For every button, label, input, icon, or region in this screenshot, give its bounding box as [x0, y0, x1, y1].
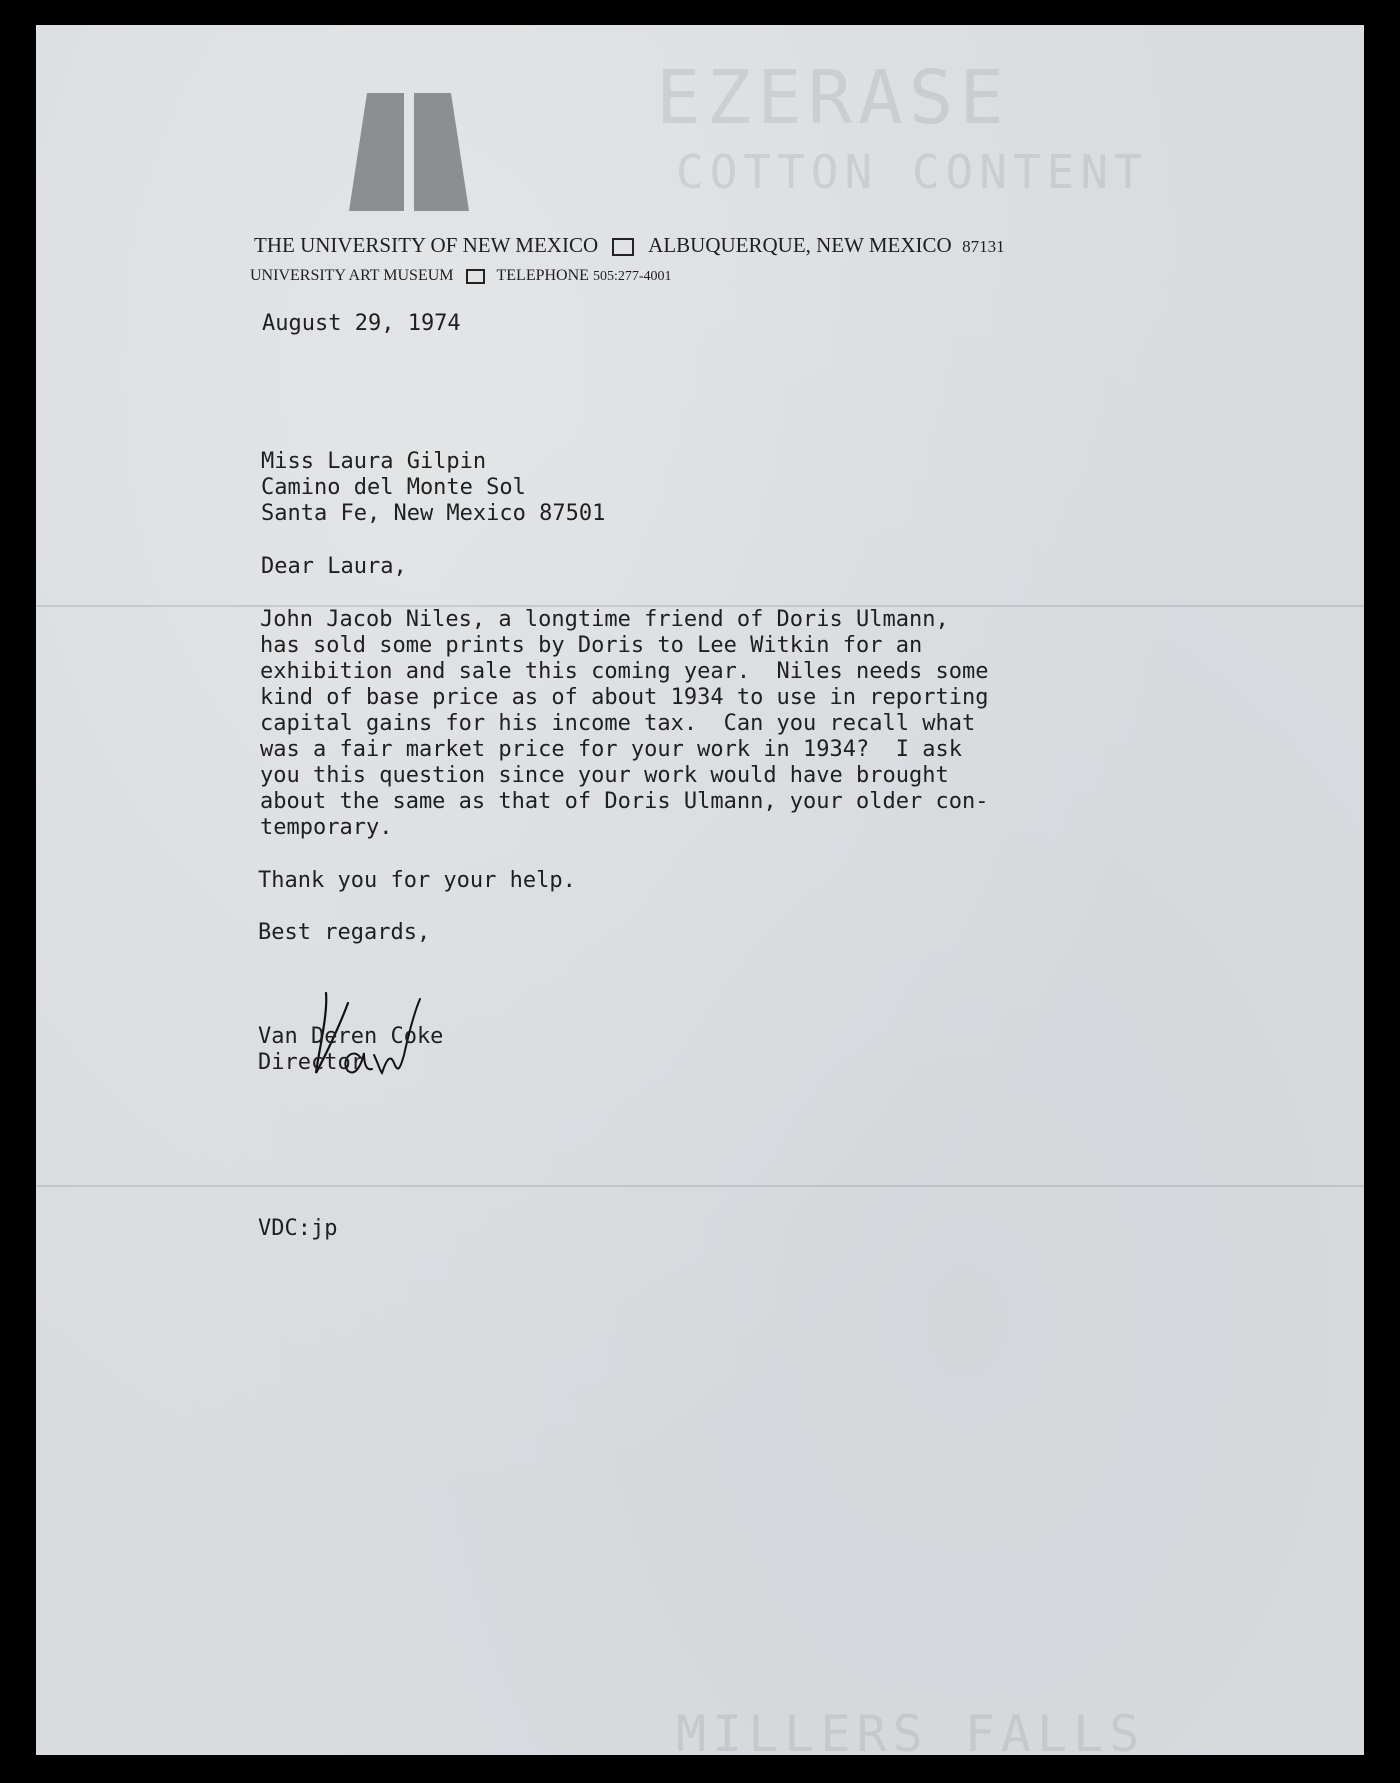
watermark-top: EZERASE: [656, 55, 1010, 141]
thanks-line: Thank you for your help.: [258, 868, 576, 893]
recipient-street: Camino del Monte Sol: [261, 475, 526, 500]
university-zip: 87131: [962, 237, 1005, 256]
university-name: THE UNIVERSITY OF NEW MEXICO: [254, 233, 599, 257]
university-logo-icon: [349, 93, 469, 211]
body-line: capital gains for his income tax. Can you recall what: [260, 711, 976, 736]
body-line: you this question since your work would have brought: [260, 763, 949, 788]
salutation: Dear Laura,: [261, 554, 407, 579]
body-line: about the same as that of Doris Ulmann, your older con-: [260, 789, 989, 814]
closing-line: Best regards,: [258, 920, 431, 945]
body-line: kind of base price as of about 1934 to use in reporting: [260, 685, 989, 710]
university-city: ALBUQUERQUE, NEW MEXICO: [648, 233, 952, 257]
body-line: John Jacob Niles, a longtime friend of Doris Ulmann,: [260, 607, 949, 632]
separator-square-icon: [612, 238, 634, 256]
reference-initials: VDC:jp: [258, 1216, 338, 1241]
recipient-name: Miss Laura Gilpin: [261, 449, 487, 474]
telephone-label: TELEPHONE: [496, 267, 589, 284]
signer-name: Van Deren Coke: [258, 1024, 444, 1049]
watermark-middle: COTTON CONTENT: [676, 145, 1148, 199]
body-line: has sold some prints by Doris to Lee Witkin for an: [260, 633, 923, 658]
letterhead-line-2: [250, 267, 672, 285]
letterhead-line-1: [254, 233, 1005, 258]
separator-square-icon: [466, 269, 485, 284]
body-line: exhibition and sale this coming year. Niles needs some: [260, 659, 989, 684]
letter-page: [36, 25, 1364, 1755]
letter-date: August 29, 1974: [262, 311, 461, 336]
watermark-bottom: MILLERS FALLS: [676, 1705, 1146, 1755]
telephone-number: 505:277-4001: [592, 269, 672, 284]
body-line: temporary.: [260, 815, 393, 840]
signer-title: Director: [258, 1050, 364, 1075]
paper-fold-line: [36, 1185, 1364, 1187]
department-name: UNIVERSITY ART MUSEUM: [250, 267, 454, 284]
recipient-city: Santa Fe, New Mexico 87501: [261, 501, 606, 526]
body-line: was a fair market price for your work in 1934? I ask: [260, 737, 962, 762]
